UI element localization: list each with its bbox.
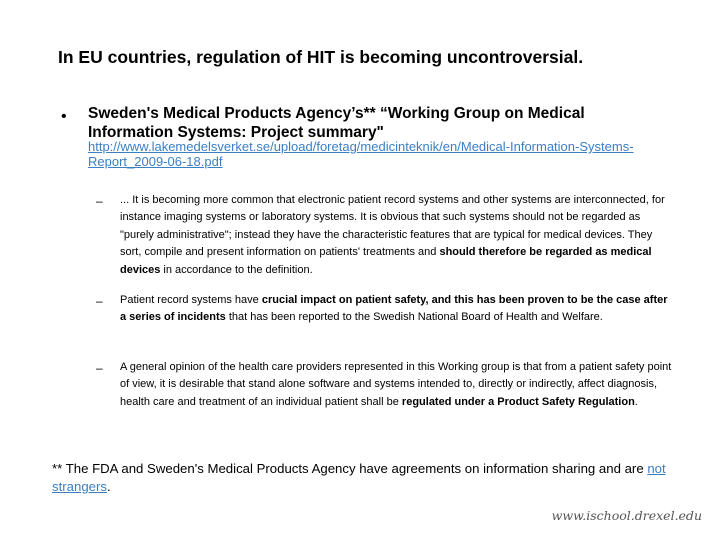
dash-marker: – xyxy=(96,194,103,208)
quote-1: ... It is becoming more common that electronic patient record systems and other systems are interconnected, for instance imaging systems or laboratory systems. It is obvious that such systems should not be regarded as "purely administrative"; instead they have the characteristic features that are typical for medical devices. They sort, compile and present information on patients' treatments and should therefore be regarded as medical devices in accordance to the definition. xyxy=(120,194,665,276)
quote-2: Patient record systems have crucial impact on patient safety, and this has been proven to be the case after a series of incidents that has been reported to the Swedish National Board of Health and Welfare. xyxy=(120,294,668,324)
report-link[interactable]: http://www.lakemedelsverket.se/upload/foretag/medicinteknik/en/Medical-Information-Systems-Report_2009-06-18.pdf xyxy=(88,139,634,169)
dash-marker: – xyxy=(96,294,103,308)
dash-marker: – xyxy=(96,361,103,375)
quote-3: A general opinion of the health care providers represented in this Working group is that from a patient safety point of view, it is desirable that stand alone software and systems intended to, directly or indirectly, affect diagnosis, health care and treatment of an individual patient shall be regulated under a Product Safety Regulation. xyxy=(120,361,672,408)
bullet-heading: Sweden's Medical Products Agency’s** “Working Group on Medical Information Systems: Project summary" xyxy=(88,105,585,141)
footer-url: www.ischool.drexel.edu xyxy=(551,508,702,523)
not-strangers-link[interactable]: not strangers xyxy=(52,461,666,494)
slide-title: In EU countries, regulation of HIT is becoming uncontroversial. xyxy=(58,47,584,67)
bullet-marker: • xyxy=(61,108,67,125)
footnote: ** The FDA and Sweden's Medical Products Agency have agreements on information sharing and are not strangers. xyxy=(52,461,666,494)
